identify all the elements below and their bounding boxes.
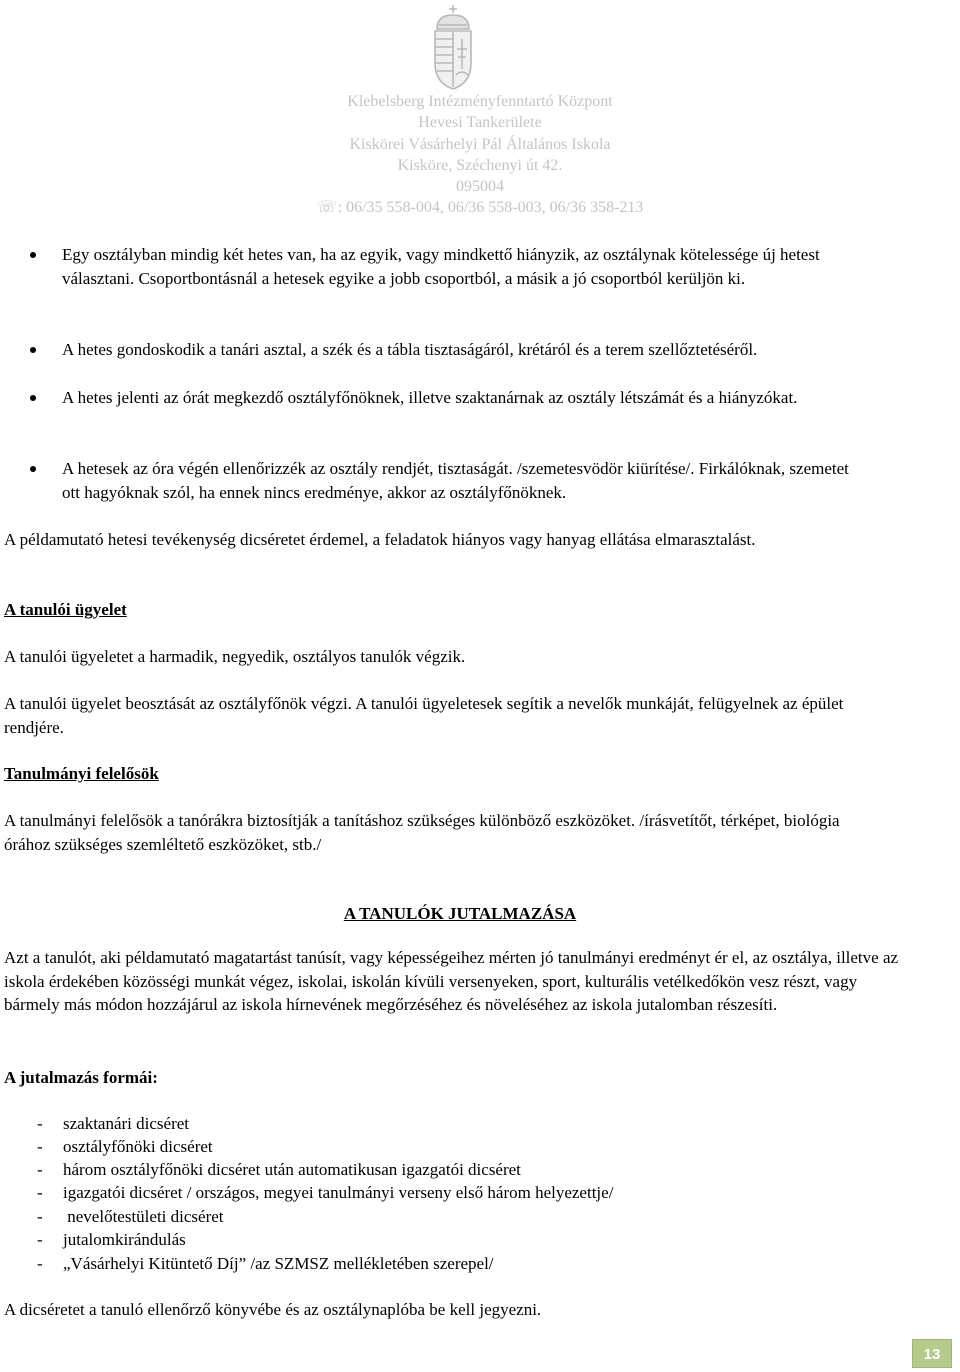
paragraph-example: A példamutató hetesi tevékenység dicséretet érdemel, a feladatok hiányos vagy hanyag ellátása elmarasztalást.: [4, 530, 756, 549]
list-item-text: osztályfőnöki dicséret: [63, 1137, 213, 1156]
bullet-icon: [30, 347, 36, 353]
header-line-district: Hevesi Tankerülete: [418, 114, 542, 131]
dash-marker: -: [37, 1137, 43, 1156]
list-item: [37, 1112, 189, 1136]
bullet-text: A hetesek az óra végén ellenőrizzék az osztály rendjét, tisztaságát. /szemetesvödör kiürítése/. Firkálóknak, szemetet ott hagyóknak szól, ha ennek nincs eredménye, akkor az osztályfőnöknek.: [62, 459, 849, 502]
paragraph-duty-1: A tanulói ügyeletet a harmadik, negyedik, osztályos tanulók végzik.: [4, 647, 466, 666]
bullet-icon: [30, 252, 36, 258]
dash-marker: -: [37, 1207, 43, 1226]
list-item-text: „Vásárhelyi Kitüntető Díj” /az SZMSZ mellékletében szerepel/: [63, 1254, 494, 1273]
list-item: [37, 1158, 521, 1182]
bullet-item: [62, 457, 862, 504]
phone-icon: ☏: [316, 199, 337, 216]
page-number-badge: 13: [912, 1339, 952, 1368]
list-item: [37, 1252, 494, 1276]
header-line-school: Kiskörei Vásárhelyi Pál Általános Iskola: [349, 136, 611, 153]
list-item-text: szaktanári dicséret: [63, 1114, 190, 1133]
dash-marker: -: [37, 1114, 43, 1133]
list-item: [37, 1135, 213, 1159]
bullet-text: A hetes gondoskodik a tanári asztal, a szék és a tábla tisztaságáról, krétáról és a terem szellőztetéséről.: [62, 340, 758, 359]
list-item-text: nevelőtestületi dicséret: [63, 1207, 224, 1226]
forms-title: A jutalmazás formái:: [4, 1068, 158, 1087]
bullet-icon: [30, 466, 36, 472]
list-item-text: három osztályfőnöki dicséret után automatikusan igazgatói dicséret: [63, 1160, 521, 1179]
dash-marker: -: [37, 1230, 43, 1249]
bullet-item: [62, 243, 862, 290]
coat-of-arms-icon: [427, 3, 479, 91]
header-line-phone: [0, 197, 960, 218]
bullet-item: [62, 386, 862, 410]
bullet-icon: [30, 395, 36, 401]
bullet-text: A hetes jelenti az órát megkezdő osztályfőnöknek, illetve szaktanárnak az osztály létszámát és a hiányzókat.: [62, 388, 798, 407]
phone-numbers: : 06/35 558-004, 06/36 558-003, 06/36 358-213: [337, 199, 644, 216]
dash-marker: -: [37, 1254, 43, 1273]
paragraph-closing: A dicséretet a tanuló ellenőrző könyvébe és az osztálynaplóba be kell jegyezni.: [4, 1300, 542, 1319]
list-item-text: igazgatói dicséret / országos, megyei tanulmányi verseny első három helyezettje/: [63, 1183, 614, 1202]
bullet-text: Egy osztályban mindig két hetes van, ha az egyik, vagy mindkettő hiányzik, az osztálynak kötelessége új hetest választani. Csoportbontásnál a hetesek egyike a jobb csoportból, a másik a jó csoportból kerüljön ki.: [62, 245, 820, 288]
list-item: [37, 1205, 224, 1229]
paragraph-responsibles: A tanulmányi felelősök a tanórákra biztosítják a tanításhoz szükséges különböző eszközöket. /írásvetítőt, térképet, biológia órához szükséges szemléltető eszközöket, stb./: [4, 811, 840, 854]
header-line-organization: Klebelsberg Intézményfenntartó Központ: [347, 93, 613, 110]
header-line-address: Kisköre, Széchenyi út 42.: [397, 157, 563, 174]
paragraph-duty-2: A tanulói ügyelet beosztását az osztályfőnök végzi. A tanulói ügyeletesek segítik a nevelők munkáját, felügyelnek az épület rendjére.: [4, 694, 844, 737]
section-title-rewards: A TANULÓK JUTALMAZÁSA: [343, 904, 577, 923]
list-item: [37, 1181, 613, 1205]
list-item: [37, 1228, 186, 1252]
paragraph-rewards-intro: Azt a tanulót, aki példamutató magatartást tanúsít, vagy képességeihez mérten jó tanulmányi eredményt ér el, az osztálya, illetve az iskola érdekében közösségi munkát végez, iskolai, iskolán kívüli versenyeken, sport, kulturális vetélkedőkön vesz részt, vagy bármely más módon hozzájárul az iskola hírnevének megőrzéséhez és növeléséhez az iskola jutalomban részesíti.: [4, 948, 899, 1014]
dash-marker: -: [37, 1183, 43, 1202]
list-item-text: jutalomkirándulás: [63, 1230, 186, 1249]
section-title-student-duty: A tanulói ügyelet: [4, 600, 127, 619]
section-title-study-responsibles: Tanulmányi felelősök: [4, 764, 159, 783]
bullet-item: [62, 338, 862, 362]
dash-marker: -: [37, 1160, 43, 1179]
header-line-id: 095004: [456, 178, 504, 195]
